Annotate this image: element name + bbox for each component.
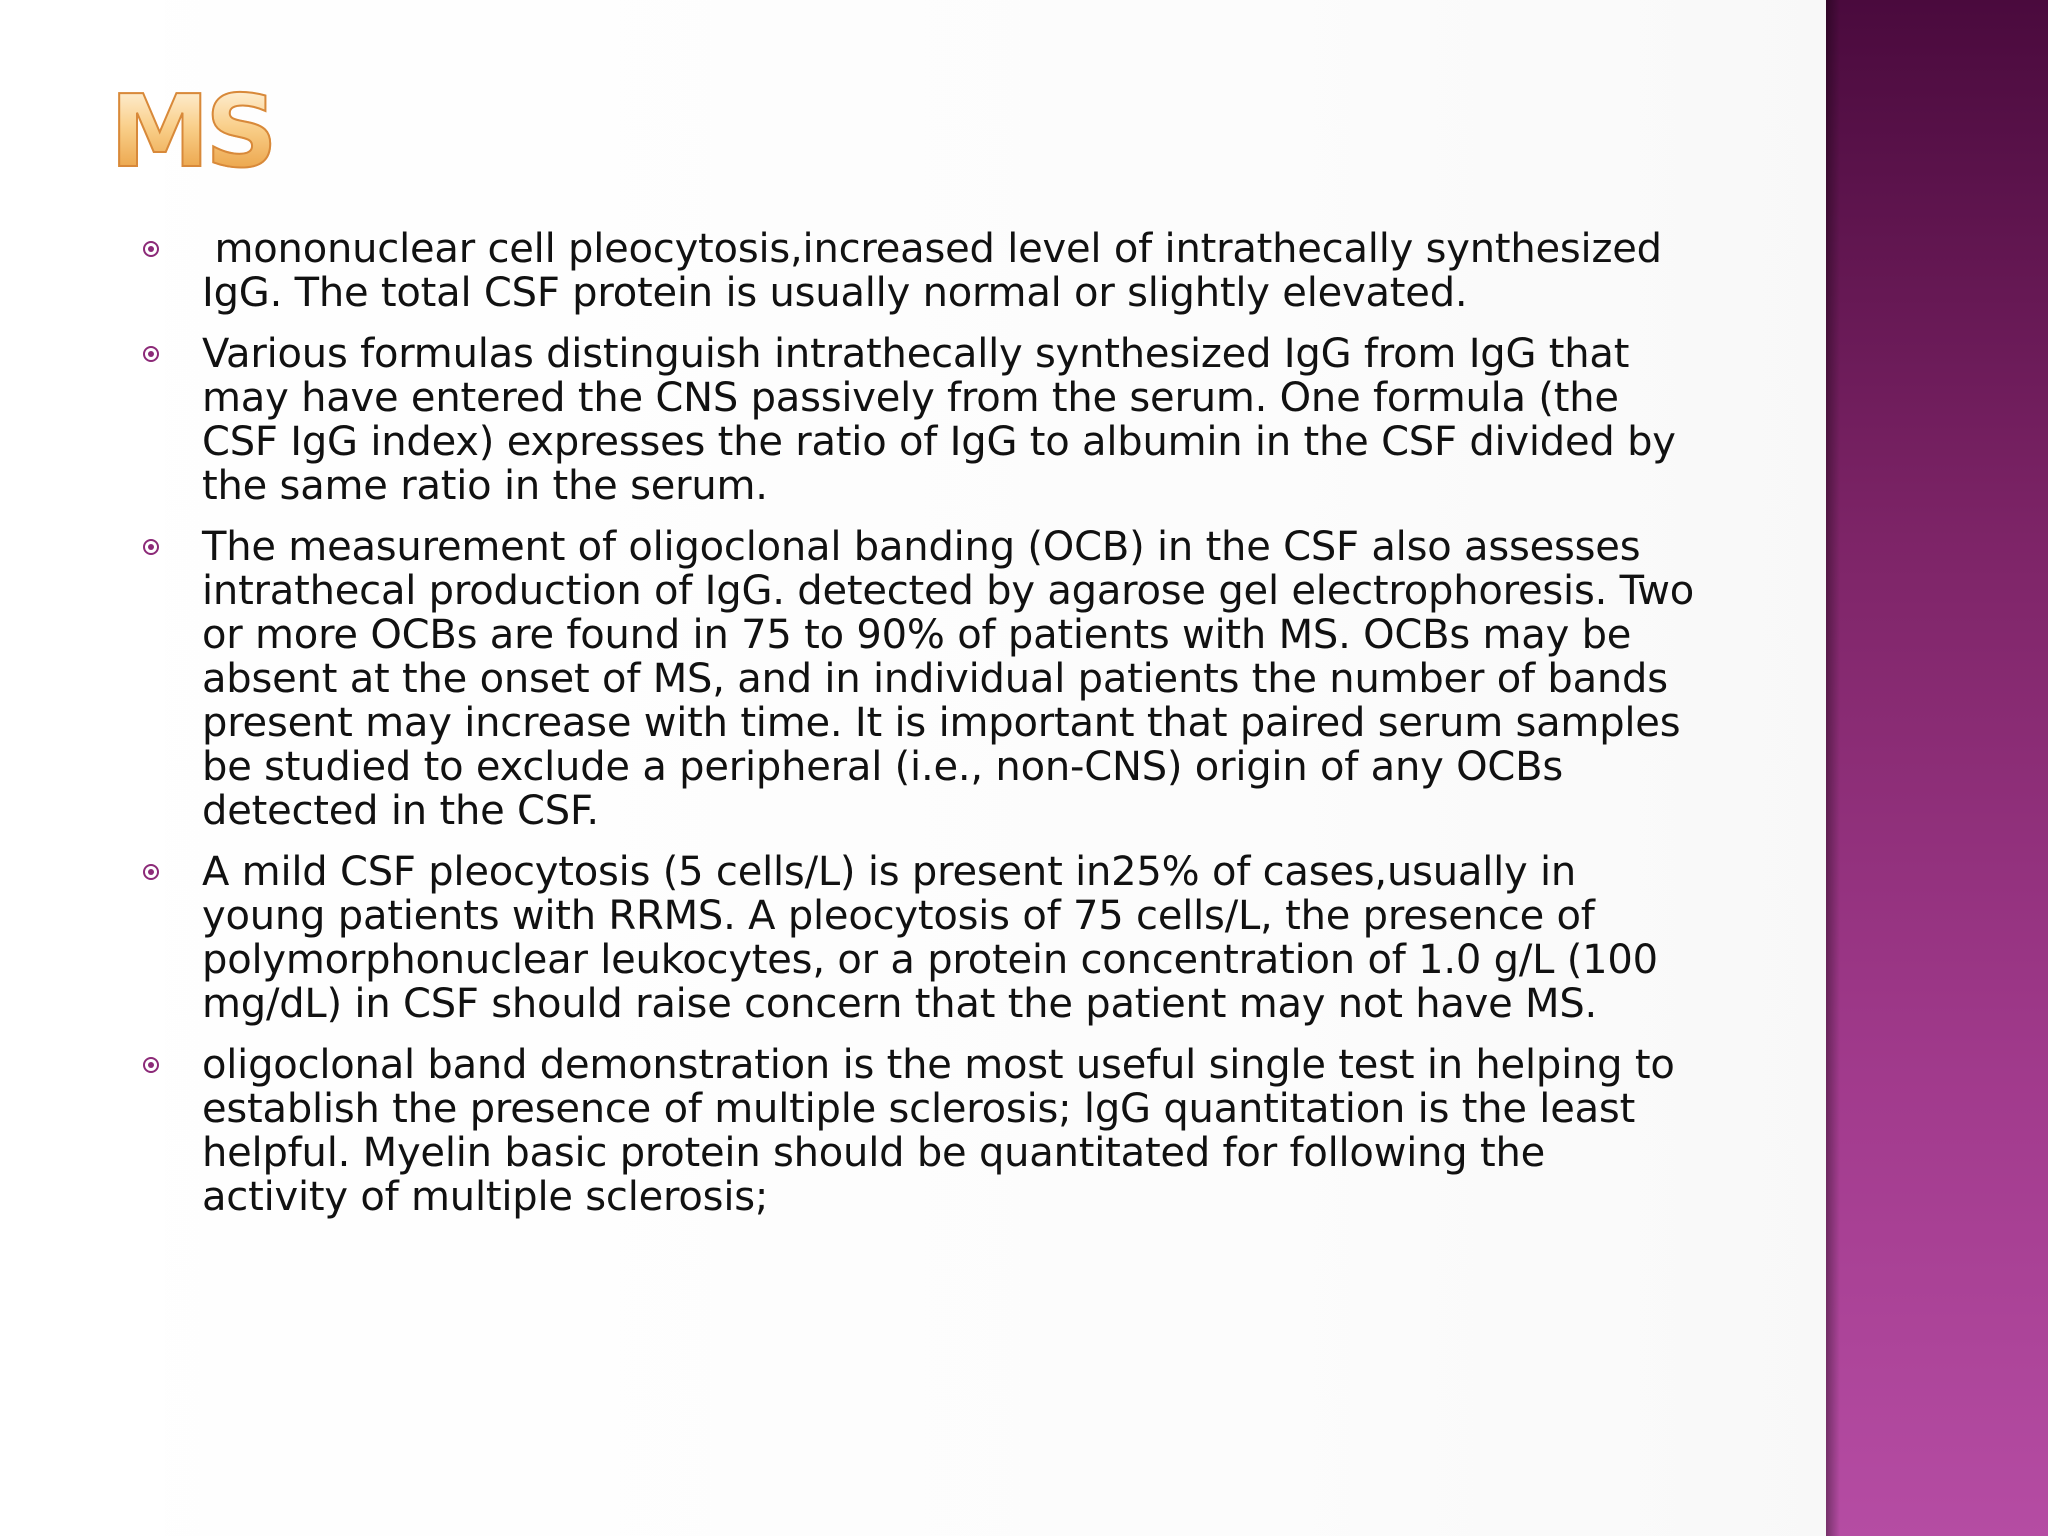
bullet-text: mononuclear cell pleocytosis,increased level of intrathecally synthesized IgG. The total CSF protein is usually normal or slightly elevated.: [202, 226, 1675, 316]
slide-title: MS: [110, 73, 274, 190]
bullet-item: [135, 1043, 1695, 1219]
circled-dot-icon: [143, 1057, 159, 1073]
bullet-text: The measurement of oligoclonal banding (OCB) in the CSF also assesses intrathecal production of IgG. detected by agarose gel electrophoresis. Two or more OCBs are found in 75 to 90% of patients with MS. OCBs may be absent at the onset of MS, and in individual patients the number of bands present may increase with time. It is important that paired serum samples be studied to exclude a peripheral (i.e., non-CNS) origin of any OCBs detected in the CSF.: [202, 524, 1695, 834]
circled-dot-icon: [143, 241, 159, 257]
bullet-item: [135, 332, 1695, 508]
bullet-item: [135, 227, 1695, 315]
circled-dot-icon: [143, 346, 159, 362]
bullet-text: A mild CSF pleocytosis (5 cells/L) is present in25% of cases,usually in young patients with RRMS. A pleocytosis of 75 cells/L, the presence of polymorphonuclear leukocytes, or a protein concentration of 1.0 g/L (100 mg/dL) in CSF should raise concern that the patient may not have MS.: [202, 849, 1658, 1027]
bullet-list: [135, 227, 1695, 1236]
decorative-side-band: [1826, 0, 2048, 1536]
bullet-text: oligoclonal band demonstration is the most useful single test in helping to establish the presence of multiple sclerosis; lgG quantitation is the least helpful. Myelin basic protein should be quantitated for following the activity of multiple sclerosis;: [202, 1042, 1675, 1220]
bullet-text: Various formulas distinguish intrathecally synthesized IgG from IgG that may have entered the CNS passively from the serum. One formula (the CSF IgG index) expresses the ratio of IgG to albumin in the CSF divided by the same ratio in the serum.: [202, 331, 1676, 509]
bullet-item: [135, 525, 1695, 833]
bullet-item: [135, 850, 1695, 1026]
circled-dot-icon: [143, 539, 159, 555]
circled-dot-icon: [143, 864, 159, 880]
